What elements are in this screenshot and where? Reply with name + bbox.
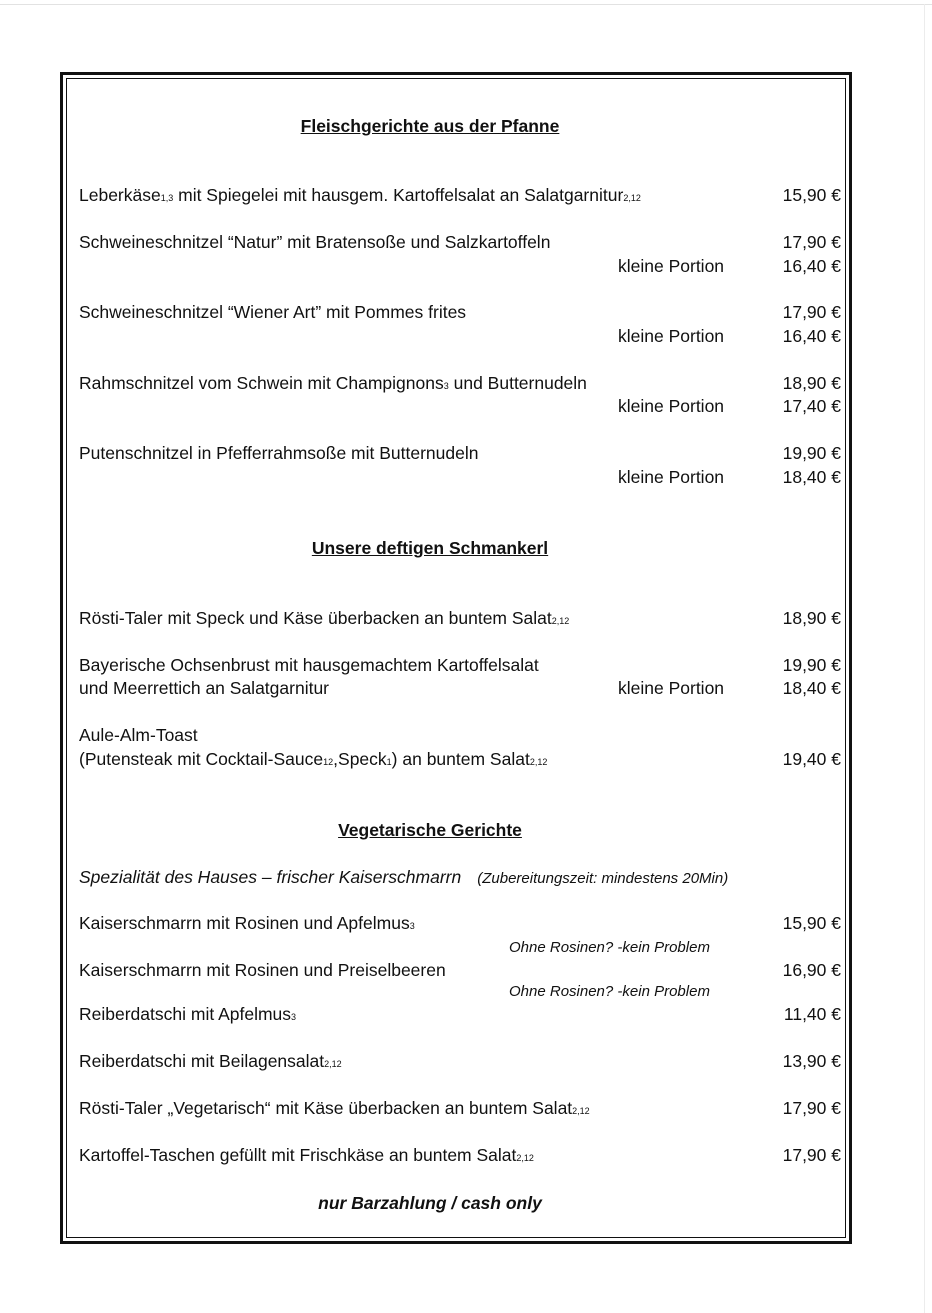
menu-item-price: 15,90 €	[782, 913, 841, 933]
small-portion-price: 16,40 €	[782, 326, 841, 346]
menu-item-price: 18,90 €	[782, 608, 841, 628]
menu-item-price: 17,90 €	[782, 1145, 841, 1165]
small-portion-price: 18,40 €	[782, 678, 841, 698]
menu-item-note: Ohne Rosinen? -kein Problem	[509, 983, 710, 1000]
top-divider	[0, 4, 932, 5]
specialty-line: Spezialität des Hauses – frischer Kaiserschmarrn (Zubereitungszeit: mindestens 20Min)	[79, 867, 729, 887]
menu-item-name: Schweineschnitzel “Wiener Art” mit Pommes frites	[79, 302, 467, 322]
menu-item-name: Kartoffel-Taschen gefüllt mit Frischkäse an buntem Salat2,12	[79, 1145, 534, 1165]
menu-item-description: (Putensteak mit Cocktail-Sauce12,Speck1) an buntem Salat2,12	[79, 749, 548, 769]
menu-item-name: Reiberdatschi mit Apfelmus3	[79, 1004, 297, 1024]
menu-item-price: 13,90 €	[782, 1051, 841, 1071]
menu-item-price: 17,90 €	[782, 232, 841, 252]
section-heading-hearty: Unsere deftigen Schmankerl	[311, 538, 549, 558]
menu-item-name: Rahmschnitzel vom Schwein mit Champignons3 und Butternudeln	[79, 373, 587, 393]
menu-item-price: 15,90 €	[782, 185, 841, 205]
menu-item-price: 19,90 €	[782, 655, 841, 675]
menu-item-price: 18,90 €	[782, 373, 841, 393]
small-portion-price: 18,40 €	[782, 467, 841, 487]
menu-item-name-line2: und Meerrettich an Salatgarnitur	[79, 678, 329, 698]
menu-item-price: 16,90 €	[782, 960, 841, 980]
menu-item-name: Schweineschnitzel “Natur” mit Bratensoße und Salzkartoffeln	[79, 232, 551, 252]
small-portion-label: kleine Portion	[618, 256, 725, 276]
section-heading-vegetarian: Vegetarische Gerichte	[338, 820, 522, 840]
menu-item-name: Reiberdatschi mit Beilagensalat2,12	[79, 1051, 342, 1071]
menu-item-price: 19,90 €	[782, 443, 841, 463]
small-portion-price: 16,40 €	[782, 256, 841, 276]
menu-item-name: Bayerische Ochsenbrust mit hausgemachtem Kartoffelsalat	[79, 655, 539, 675]
menu-item-name: Putenschnitzel in Pfefferrahmsoße mit Butternudeln	[79, 443, 479, 463]
menu-item-price: 11,40 €	[783, 1004, 841, 1024]
small-portion-label: kleine Portion	[618, 396, 725, 416]
small-portion-price: 17,40 €	[782, 396, 841, 416]
right-divider	[924, 4, 925, 1313]
menu-item-name: Kaiserschmarrn mit Rosinen und Preiselbeeren	[79, 960, 446, 980]
menu-item-name: Kaiserschmarrn mit Rosinen und Apfelmus3	[79, 913, 415, 933]
menu-item-price: 17,90 €	[782, 302, 841, 322]
menu-item-name: Aule-Alm-Toast	[79, 725, 198, 745]
payment-note: nur Barzahlung / cash only	[318, 1193, 542, 1213]
small-portion-label: kleine Portion	[618, 326, 725, 346]
menu-item-name: Leberkäse1,3 mit Spiegelei mit hausgem. Kartoffelsalat an Salatgarnitur2,12	[79, 185, 641, 205]
menu-item-name: Rösti-Taler mit Speck und Käse überbacken an buntem Salat2,12	[79, 608, 570, 628]
menu-item-price: 19,40 €	[782, 749, 841, 769]
menu-item-name: Rösti-Taler „Vegetarisch“ mit Käse überbacken an buntem Salat2,12	[79, 1098, 590, 1118]
section-heading-meat: Fleischgerichte aus der Pfanne	[300, 116, 560, 136]
menu-item-price: 17,90 €	[782, 1098, 841, 1118]
menu-item-note: Ohne Rosinen? -kein Problem	[509, 939, 710, 956]
small-portion-label: kleine Portion	[618, 467, 725, 487]
small-portion-label: kleine Portion	[618, 678, 725, 698]
